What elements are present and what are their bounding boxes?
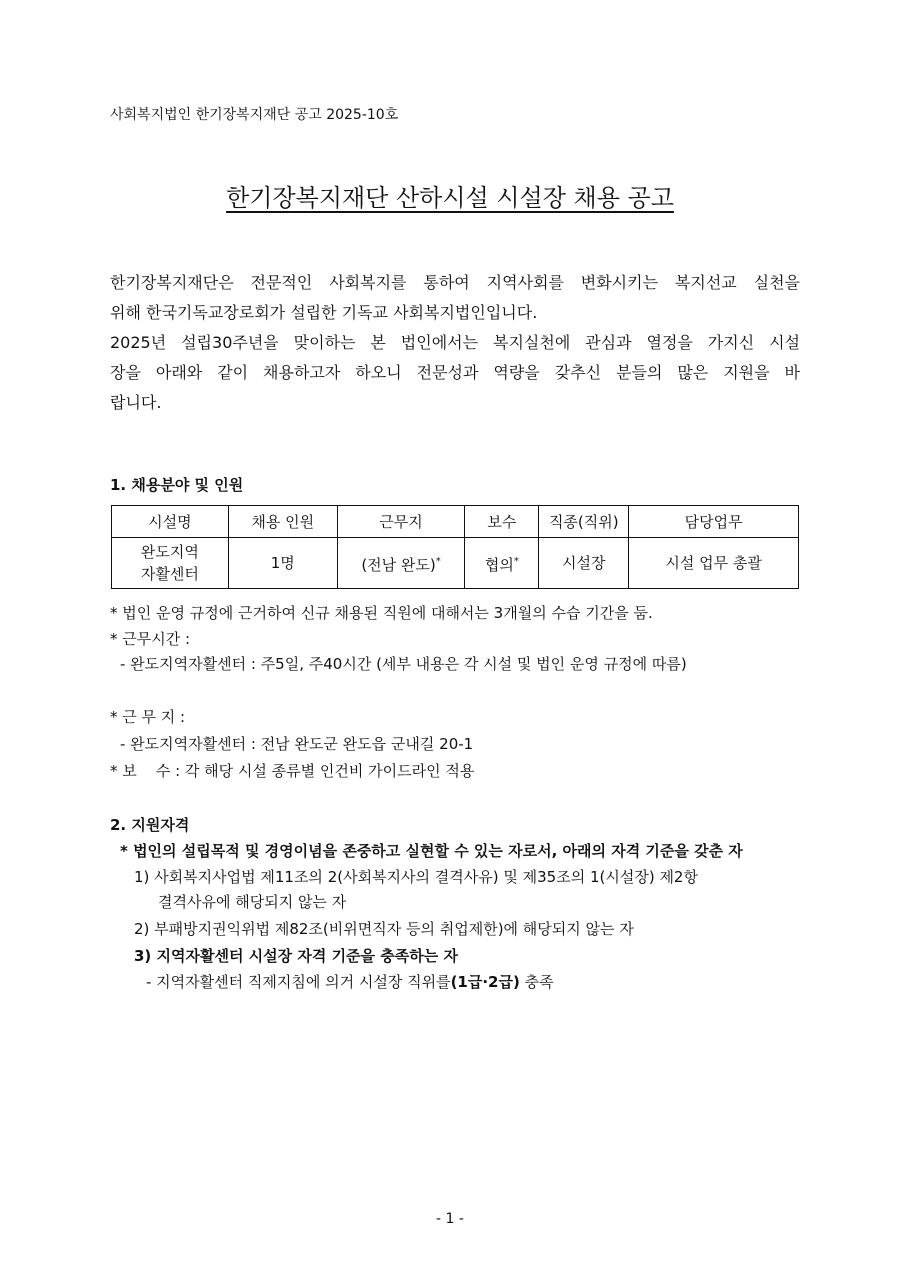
qualification-intro: * 법인의 설립목적 및 경영이념을 존중하고 실현할 수 있는 자로서, 아래의 자격 기준을 갖춘 자	[120, 842, 743, 860]
qualification-item-2: 2) 부패방지권익위법 제82조(비위면직자 등의 취업제한)에 해당되지 않는 자	[134, 920, 634, 938]
intro-line: 랍니다.	[110, 393, 162, 412]
intro-line: 한기장복지재단은 전문적인 사회복지를 통하여 지역사회를 변화시키는 복지선교 실천을	[110, 273, 800, 292]
page-title: 한기장복지재단 산하시설 시설장 채용 공고	[226, 184, 674, 212]
grade-requirement: (1급·2급)	[450, 973, 520, 991]
location-cell	[337, 538, 465, 589]
detail-text: - 지역자활센터 직제지침에 의거 시설장 직위를	[146, 973, 451, 991]
table-header-cell: 직종(직위)	[539, 506, 629, 538]
qualification-item-3: 3) 지역자활센터 시설장 자격 기준을 충족하는 자	[134, 947, 458, 965]
notice-number: 사회복지법인 한기장복지재단 공고 2025-10호	[110, 107, 399, 123]
probation-note: * 법인 운영 규정에 근거하여 신규 채용된 직원에 대해서는 3개월의 수습 기간을 둠.	[110, 604, 653, 622]
table-header-cell: 채용 인원	[228, 506, 337, 538]
pay-value: 협의	[484, 555, 514, 574]
work-location-detail: - 완도지역자활센터 : 전남 완도군 완도읍 군내길 20-1	[120, 735, 474, 753]
intro-text	[110, 268, 800, 418]
work-hours-label: * 근무시간 :	[110, 630, 191, 648]
count-cell: 1명	[228, 538, 337, 589]
pay-asterisk: *	[513, 555, 519, 567]
table-header-cell: 보수	[465, 506, 539, 538]
intro-line: 2025년 설립30주년을 맞이하는 본 법인에서는 복지실천에 관심과 열정을 가지신 시설	[110, 333, 800, 352]
qualification-item-1: 1) 사회복지사업법 제11조의 2(사회복지사의 결격사유) 및 제35조의 1(시설장) 제2항	[134, 868, 698, 886]
pay-note: * 보 수 : 각 해당 시설 종류별 인건비 가이드라인 적용	[110, 762, 475, 780]
table-row	[112, 538, 799, 589]
intro-line: 장을 아래와 같이 채용하고자 하오니 전문성과 역량을 갖추신 분들의 많은 지원을 바	[110, 363, 800, 382]
table-header-cell: 근무지	[337, 506, 465, 538]
detail-text: 충족	[524, 973, 554, 991]
qualification-item-3-detail	[146, 971, 554, 992]
facility-name-line: 완도지역	[140, 543, 199, 561]
facility-cell	[112, 538, 229, 589]
section2-heading: 2. 지원자격	[110, 816, 190, 834]
work-hours-detail: - 완도지역자활센터 : 주5일, 주40시간 (세부 내용은 각 시설 및 법인 운영 규정에 따름)	[120, 655, 687, 673]
facility-name-line: 자활센터	[140, 565, 199, 583]
intro-line: 위해 한국기독교장로회가 설립한 기독교 사회복지법인입니다.	[110, 303, 538, 322]
location-asterisk: *	[435, 555, 441, 567]
recruitment-table	[111, 505, 799, 589]
qualification-item-1-cont: 결격사유에 해당되지 않는 자	[158, 893, 347, 911]
pay-cell	[465, 538, 539, 589]
page-number: - 1 -	[436, 1211, 464, 1227]
location-value: (전남 완도)	[361, 555, 436, 574]
position-cell: 시설장	[539, 538, 629, 589]
duty-cell: 시설 업무 총괄	[629, 538, 799, 589]
work-location-label: * 근 무 지 :	[110, 708, 186, 726]
table-header-cell: 담당업무	[629, 506, 799, 538]
section1-heading: 1. 채용분야 및 인원	[110, 476, 244, 494]
table-header-cell: 시설명	[112, 506, 229, 538]
table-header-row	[112, 506, 799, 538]
